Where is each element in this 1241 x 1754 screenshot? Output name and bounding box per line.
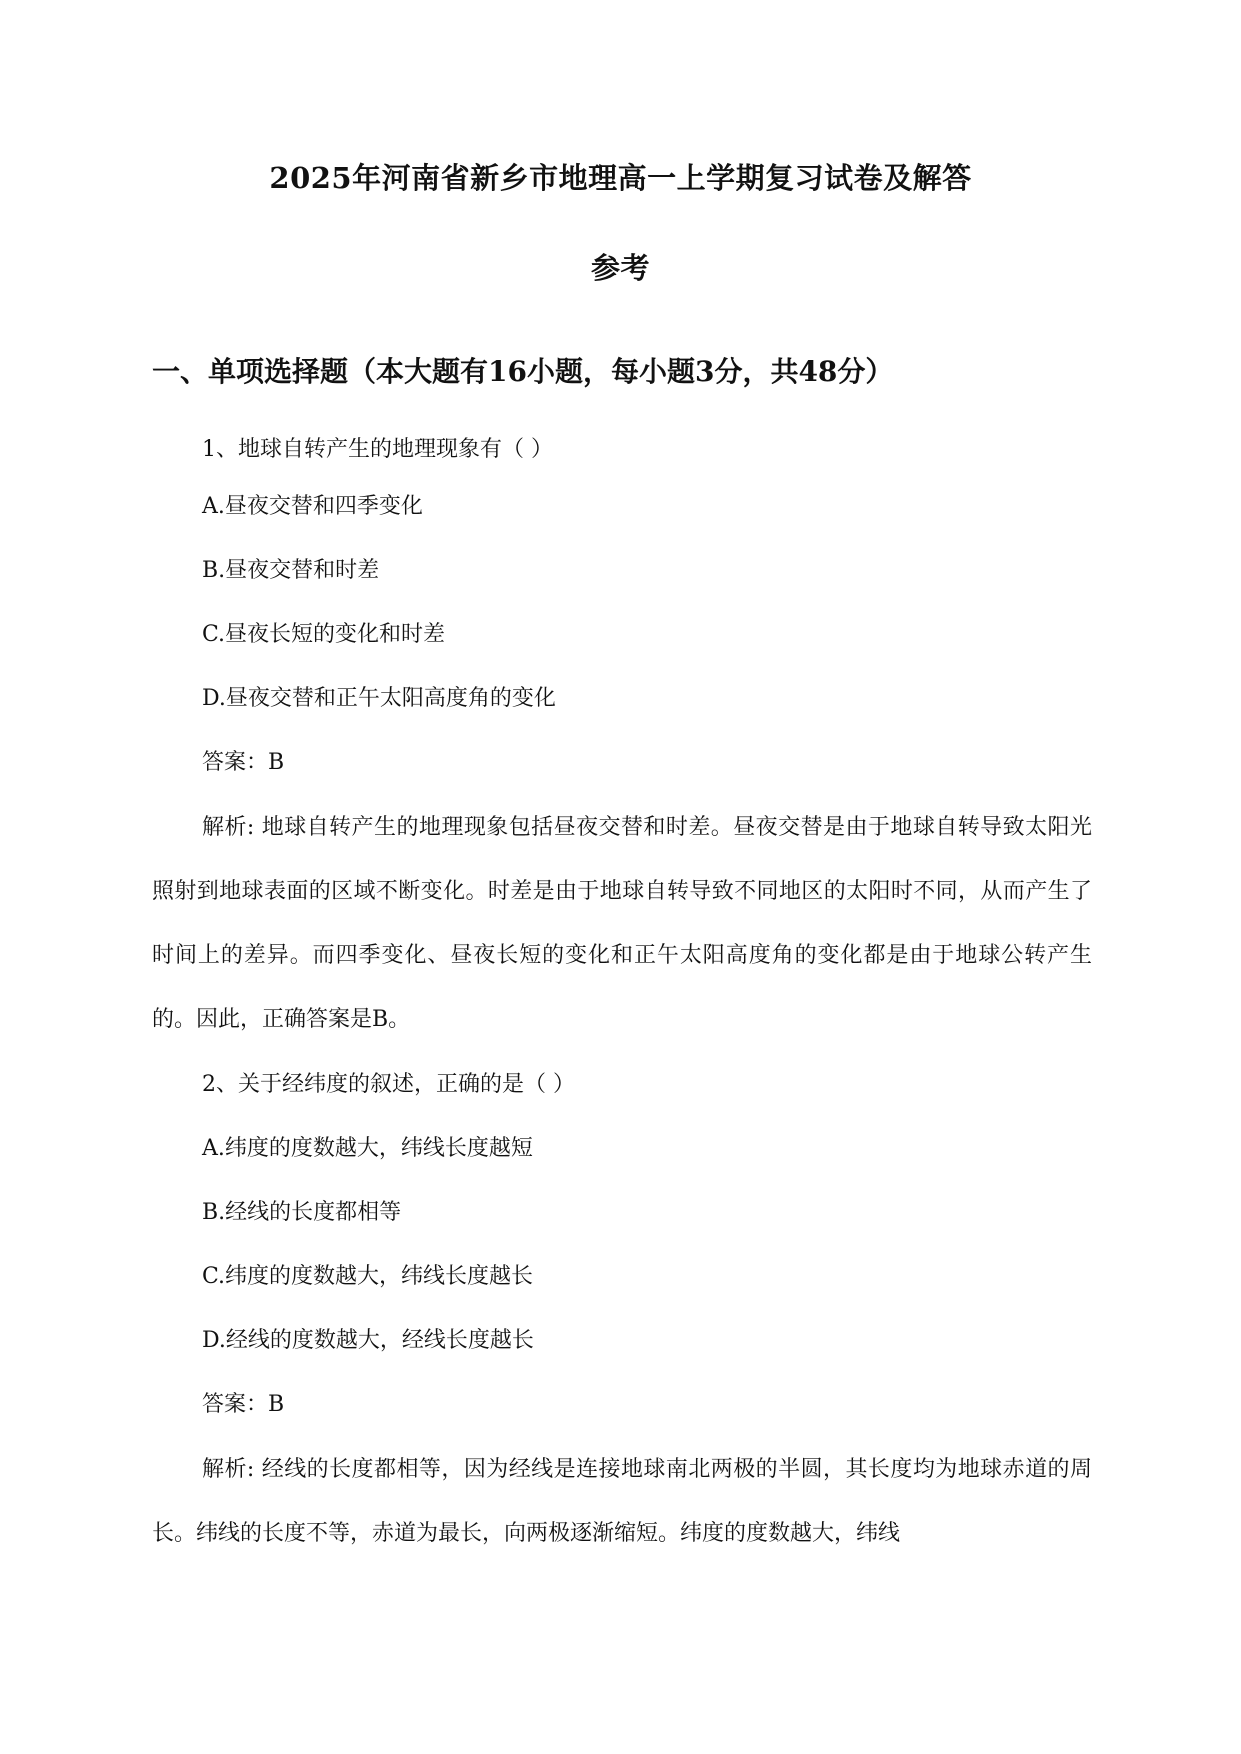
document-title-line2: 参考	[590, 251, 650, 285]
question-1-stem: 1、地球自转产生的地理现象有（ ）	[202, 437, 553, 462]
question-1-answer: 答案：B	[202, 750, 285, 775]
question-1-option-c: C.昼夜长短的变化和时差	[202, 622, 446, 647]
question-2-option-c: C.纬度的度数越大，纬线长度越长	[202, 1264, 534, 1289]
question-1-analysis: 解析: 地球自转产生的地理现象包括昼夜交替和时差。昼夜交替是由于地球自转导致太阳光照射到地球表面的区域不断变化。时差是由于地球自转导致不同地区的太阳时不同，从而产生了时间上的差异。而四季变化、昼夜长短的变化和正午太阳高度角的变化都是由于地球公转产生的。因此，正确答案是B。	[152, 815, 1092, 1032]
question-1-option-b: B.昼夜交替和时差	[202, 558, 380, 583]
question-2-stem: 2、关于经纬度的叙述，正确的是（ ）	[202, 1072, 575, 1097]
question-2-answer: 答案：B	[202, 1392, 285, 1417]
section-heading: 一、单项选择题（本大题有16小题，每小题3分，共48分）	[152, 355, 894, 388]
question-2-option-d: D.经线的度数越大，经线长度越长	[202, 1328, 534, 1353]
question-1-option-d: D.昼夜交替和正午太阳高度角的变化	[202, 686, 556, 711]
question-1-option-a: A.昼夜交替和四季变化	[202, 494, 423, 519]
document-title-line1: 2025年河南省新乡市地理高一上学期复习试卷及解答	[269, 161, 972, 195]
question-2-analysis: 解析: 经线的长度都相等，因为经线是连接地球南北两极的半圆，其长度均为地球赤道的周长。纬线的长度不等，赤道为最长，向两极逐渐缩短。纬度的度数越大，纬线	[152, 1457, 1092, 1546]
question-2-option-b: B.经线的长度都相等	[202, 1200, 402, 1225]
question-2-option-a: A.纬度的度数越大，纬线长度越短	[202, 1136, 533, 1161]
